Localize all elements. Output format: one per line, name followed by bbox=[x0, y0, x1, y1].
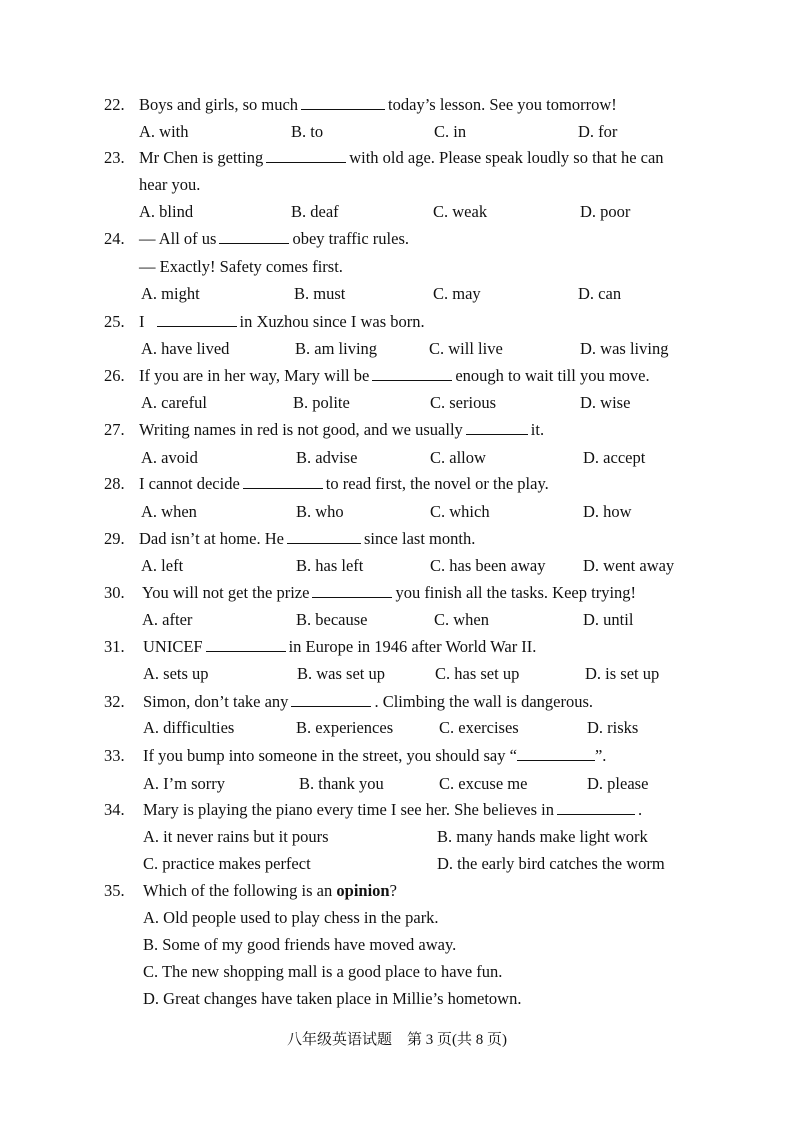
question-number: 32. bbox=[104, 692, 125, 711]
question-stem-rest: you finish all the tasks. Keep trying! bbox=[395, 583, 637, 602]
option-c: C. will live bbox=[429, 339, 503, 358]
option-d: D. can bbox=[578, 284, 622, 303]
question-stem: UNICEF bbox=[143, 637, 203, 656]
option-a: A. careful bbox=[141, 393, 207, 412]
question-number: 22. bbox=[104, 95, 125, 114]
option-a: A. Old people used to play chess in the park. bbox=[143, 908, 439, 927]
option-b: B. was set up bbox=[297, 664, 385, 683]
option-c: C. may bbox=[433, 284, 481, 303]
emphasized-word: opinion bbox=[336, 881, 390, 900]
question-stem-rest: in Europe in 1946 after World War II. bbox=[288, 637, 537, 656]
question-stem-continued: hear you. bbox=[139, 175, 201, 194]
page-footer: 八年级英语试题 第 3 页(共 8 页) bbox=[287, 1032, 507, 1048]
question-number: 35. bbox=[104, 881, 125, 900]
question-stem: Simon, don’t take any bbox=[143, 692, 289, 711]
question-stem-rest: . Climbing the wall is dangerous. bbox=[374, 692, 594, 711]
question-stem: Mr Chen is getting bbox=[139, 148, 264, 167]
question-stem: Which of the following is an bbox=[143, 881, 333, 900]
answer-blank bbox=[466, 416, 528, 435]
option-d: D. Great changes have taken place in Millie’s hometown. bbox=[143, 989, 522, 1008]
question-stem: If you bump into someone in the street, you should say “ bbox=[143, 746, 517, 765]
question-stem: I bbox=[139, 312, 145, 331]
option-b: B. deaf bbox=[291, 202, 339, 221]
option-c: C. exercises bbox=[439, 718, 519, 737]
option-d: D. went away bbox=[583, 556, 675, 575]
question-stem: If you are in her way, Mary will be bbox=[139, 366, 370, 385]
option-d: D. risks bbox=[587, 718, 639, 737]
question-stem: Mary is playing the piano every time I see her. She believes in bbox=[143, 800, 555, 819]
question-stem-rest: obey traffic rules. bbox=[292, 229, 409, 248]
option-b: B. who bbox=[296, 502, 344, 521]
option-b: B. must bbox=[294, 284, 346, 303]
answer-blank bbox=[557, 796, 635, 815]
question-stem: Boys and girls, so much bbox=[139, 95, 299, 114]
option-b: B. thank you bbox=[299, 774, 384, 793]
option-d: D. for bbox=[578, 122, 618, 141]
question-stem: Dad isn’t at home. He bbox=[139, 529, 284, 548]
question-stem-rest: in Xuzhou since I was born. bbox=[239, 312, 425, 331]
option-c: C. has set up bbox=[435, 664, 520, 683]
answer-blank bbox=[291, 688, 371, 707]
option-a: A. avoid bbox=[141, 448, 198, 467]
question-number: 28. bbox=[104, 474, 125, 493]
option-a: A. I’m sorry bbox=[143, 774, 226, 793]
question-stem-rest: to read first, the novel or the play. bbox=[325, 474, 549, 493]
question-number: 26. bbox=[104, 366, 125, 385]
option-c: C. which bbox=[430, 502, 490, 521]
question-stem-rest: since last month. bbox=[363, 529, 476, 548]
question-stem: Writing names in red is not good, and we usually bbox=[139, 420, 463, 439]
option-a: A. after bbox=[142, 610, 193, 629]
option-c: C. in bbox=[434, 122, 467, 141]
question-stem: You will not get the prize bbox=[142, 583, 310, 602]
question-number: 31. bbox=[104, 637, 125, 656]
option-c: C. practice makes perfect bbox=[143, 854, 311, 873]
option-c: C. has been away bbox=[430, 556, 546, 575]
question-stem-rest: ? bbox=[389, 881, 397, 900]
option-b: B. advise bbox=[296, 448, 358, 467]
option-a: A. it never rains but it pours bbox=[143, 827, 329, 846]
question-stem: I cannot decide bbox=[139, 474, 240, 493]
answer-blank bbox=[206, 633, 286, 652]
answer-blank bbox=[243, 470, 323, 489]
answer-blank bbox=[517, 742, 595, 761]
question-number: 25. bbox=[104, 312, 125, 331]
answer-blank bbox=[266, 144, 346, 163]
answer-blank bbox=[287, 525, 361, 544]
option-d: D. is set up bbox=[585, 664, 660, 683]
option-d: D. accept bbox=[583, 448, 646, 467]
option-b: B. Some of my good friends have moved away. bbox=[143, 935, 457, 954]
question-number: 29. bbox=[104, 529, 125, 548]
option-a: A. difficulties bbox=[143, 718, 235, 737]
answer-blank bbox=[157, 308, 237, 327]
option-b: B. many hands make light work bbox=[437, 827, 648, 846]
question-stem-rest: ”. bbox=[594, 746, 607, 765]
option-a: A. when bbox=[141, 502, 197, 521]
option-a: A. might bbox=[141, 284, 200, 303]
option-c: C. weak bbox=[433, 202, 488, 221]
question-stem: — All of us bbox=[139, 229, 217, 248]
option-b: B. experiences bbox=[296, 718, 394, 737]
answer-blank bbox=[372, 362, 452, 381]
option-a: A. have lived bbox=[141, 339, 230, 358]
option-a: A. sets up bbox=[143, 664, 209, 683]
option-a: A. with bbox=[139, 122, 189, 141]
question-stem-rest: today’s lesson. See you tomorrow! bbox=[388, 95, 617, 114]
question-number: 23. bbox=[104, 148, 125, 167]
option-a: A. blind bbox=[139, 202, 194, 221]
option-d: D. the early bird catches the worm bbox=[437, 854, 665, 873]
question-number: 24. bbox=[104, 229, 125, 248]
question-number: 30. bbox=[104, 583, 125, 602]
option-b: B. because bbox=[296, 610, 368, 629]
question-stem-rest: it. bbox=[530, 420, 545, 439]
option-c: C. allow bbox=[430, 448, 486, 467]
answer-blank bbox=[219, 225, 289, 244]
question-stem-continued: — Exactly! Safety comes first. bbox=[139, 257, 343, 276]
option-b: B. am living bbox=[295, 339, 378, 358]
question-number: 34. bbox=[104, 800, 125, 819]
answer-blank bbox=[312, 579, 392, 598]
option-c: C. excuse me bbox=[439, 774, 528, 793]
option-d: D. poor bbox=[580, 202, 631, 221]
option-d: D. please bbox=[587, 774, 649, 793]
option-b: B. to bbox=[291, 122, 324, 141]
option-d: D. how bbox=[583, 502, 632, 521]
question-stem-rest: with old age. Please speak loudly so that he can bbox=[349, 148, 664, 167]
option-a: A. left bbox=[141, 556, 184, 575]
option-d: D. until bbox=[583, 610, 634, 629]
question-number: 27. bbox=[104, 420, 125, 439]
option-d: D. wise bbox=[580, 393, 631, 412]
question-number: 33. bbox=[104, 746, 125, 765]
question-stem-rest: enough to wait till you move. bbox=[455, 366, 650, 385]
option-b: B. polite bbox=[293, 393, 350, 412]
option-c: C. serious bbox=[430, 393, 496, 412]
answer-blank bbox=[301, 91, 385, 110]
option-d: D. was living bbox=[580, 339, 669, 358]
option-c: C. The new shopping mall is a good place to have fun. bbox=[143, 962, 503, 981]
option-b: B. has left bbox=[296, 556, 364, 575]
option-c: C. when bbox=[434, 610, 489, 629]
question-stem-rest: . bbox=[638, 800, 643, 819]
